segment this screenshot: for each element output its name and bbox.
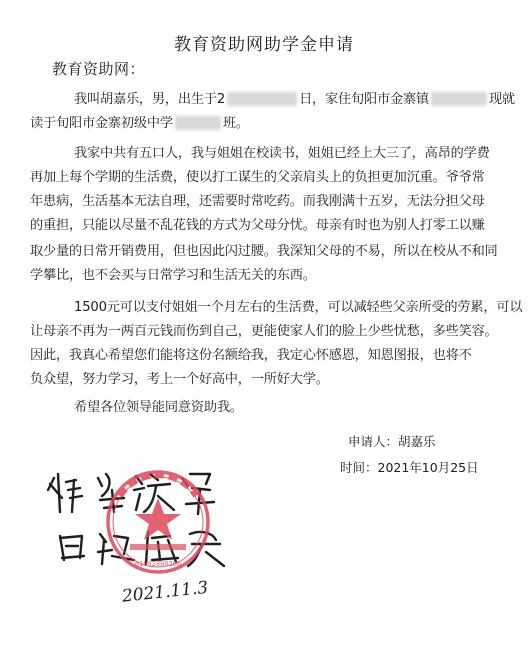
body-line-7: 取少量的日常开销费用，但也因此闪过腰。我深知父母的不易，所以在校从不和同 (30, 244, 498, 259)
handwritten-date (118, 574, 228, 610)
body-line-8: 学攀比，也不会买与日常学习和生活无关的东西。 (30, 268, 316, 283)
stamp-number: 61092800206 (134, 560, 182, 568)
body-line-1 (74, 88, 515, 107)
body-line-4: 再加上每个学期的生活费，使以打工谋生的父亲肩头上的负担更加沉重。爷爷常 (30, 170, 485, 185)
body-line-1-end: 现就 (488, 92, 515, 107)
redaction-class (175, 116, 221, 130)
body-line-1-start: 我叫胡嘉乐，男，出生于2 (74, 92, 226, 107)
body-line-5: 年患病，生活基本无法自理，还需要时常吃药。而我刚满十五岁，无法分担父母 (30, 194, 485, 209)
body-line-1-mid: 日，家住旬阳市金寨镇 (299, 92, 429, 107)
body-line-3: 我家中共有五口人，我与姐姐在校读书，姐姐已经上大三了，高昂的学费 (74, 146, 490, 161)
stamp-star-icon (135, 498, 181, 540)
body-line-2-start: 读于旬阳市金寨初级中学 (30, 116, 173, 131)
handwritten-date-drawing (118, 574, 228, 610)
body-line-2-end: 班。 (222, 116, 249, 131)
document-title: 教育资助网助学金申请 (174, 35, 354, 55)
application-date: 时间：2021年10月25日 (340, 460, 479, 475)
body-line-6: 的重担，只能以尽量不乱花钱的方式为父母分忧。母亲有时也为别人打零工以赚 (30, 218, 485, 233)
body-line-2 (30, 112, 500, 131)
body-line-10: 让母亲不再为一两百元钱而伤到自己，更能使家人们的脸上少些忧愁，多些笑容。 (30, 324, 498, 339)
salutation: 教育资助网： (52, 60, 146, 78)
applicant-name: 申请人：胡嘉乐 (348, 434, 436, 449)
body-line-13: 希望各位领导能同意资助我。 (74, 400, 243, 415)
body-line-11: 因此，我真心希望您们能将这份名额给我，我定心怀感恩，知恩图报，也将不 (30, 348, 472, 363)
redaction-birthdate (227, 92, 297, 106)
official-stamp (50, 470, 220, 580)
handwritten-date-text: 2021.11.3 (121, 577, 210, 607)
redaction-village (431, 92, 487, 106)
body-line-9: 1500元可以支付姐姐一个月左右的生活费，可以减轻些父亲所受的劳累，可以 (74, 300, 523, 315)
body-line-12: 负众望，努力学习，考上一个好高中，一所好大学。 (30, 372, 329, 387)
